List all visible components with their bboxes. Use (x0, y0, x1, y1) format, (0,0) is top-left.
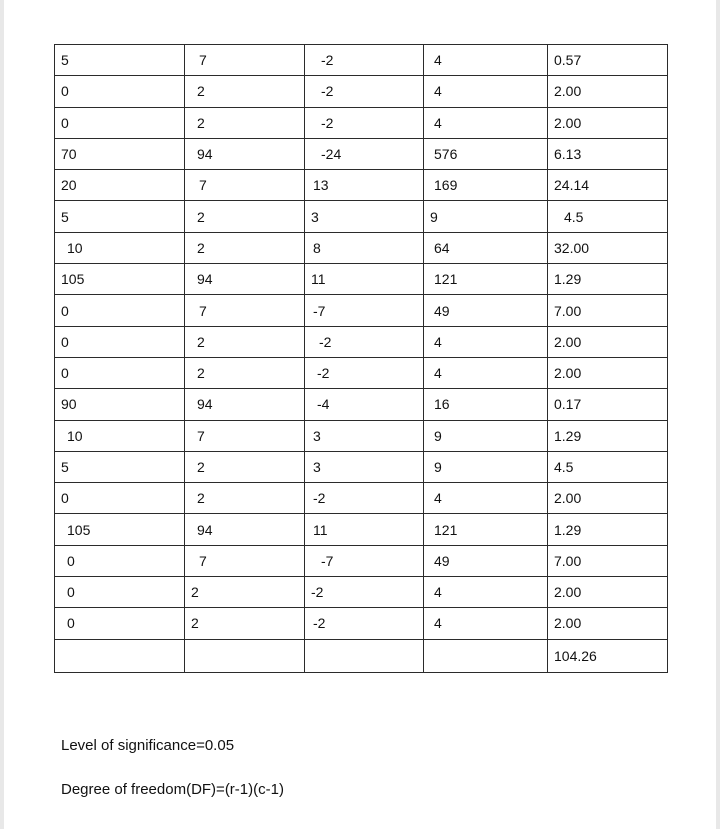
table-cell: 1.29 (548, 264, 668, 295)
table-cell: -24 (305, 138, 424, 169)
table-row (55, 608, 668, 639)
table-cell: 4 (424, 483, 548, 514)
table-cell: 24.14 (548, 170, 668, 201)
table-cell: 10 (55, 232, 185, 263)
table-cell: 121 (424, 514, 548, 545)
table-cell: 2 (185, 483, 305, 514)
table-cell: 0 (55, 608, 185, 639)
table-cell: 94 (185, 514, 305, 545)
table-cell: 3 (305, 201, 424, 232)
table-row (55, 45, 668, 76)
table-cell: 13 (305, 170, 424, 201)
table-cell: 49 (424, 295, 548, 326)
table-cell: 1.29 (548, 420, 668, 451)
table-cell: 104.26 (548, 639, 668, 672)
table-row (55, 170, 668, 201)
table-cell: 121 (424, 264, 548, 295)
table-row (55, 295, 668, 326)
table-body (55, 45, 668, 673)
table-cell: 4 (424, 326, 548, 357)
table-cell: 0 (55, 107, 185, 138)
table-cell: 94 (185, 264, 305, 295)
table-cell: 2 (185, 201, 305, 232)
table-cell: 2 (185, 577, 305, 608)
table-row (55, 76, 668, 107)
table-row (55, 639, 668, 672)
table-cell: -4 (305, 389, 424, 420)
table-cell: 5 (55, 45, 185, 76)
table-cell: 4 (424, 577, 548, 608)
table-cell: 94 (185, 389, 305, 420)
table-row (55, 138, 668, 169)
table-cell: -2 (305, 45, 424, 76)
significance-level-text: Level of significance=0.05 (61, 737, 235, 754)
table-cell: -2 (305, 608, 424, 639)
table-cell: 0 (55, 326, 185, 357)
table-cell: 2.00 (548, 357, 668, 388)
table-cell: -7 (305, 545, 424, 576)
table-cell: 11 (305, 514, 424, 545)
table-cell: 90 (55, 389, 185, 420)
table-cell: -2 (305, 577, 424, 608)
table-row (55, 357, 668, 388)
table-cell: 0 (55, 295, 185, 326)
table-cell: 4 (424, 608, 548, 639)
table-cell: 32.00 (548, 232, 668, 263)
table-cell: -2 (305, 107, 424, 138)
table-cell: 4 (424, 107, 548, 138)
table-cell: 9 (424, 451, 548, 482)
table-cell: 2 (185, 326, 305, 357)
table-cell: 3 (305, 420, 424, 451)
table-cell: 2.00 (548, 326, 668, 357)
table-cell: 0.57 (548, 45, 668, 76)
table-row (55, 577, 668, 608)
table-cell: 576 (424, 138, 548, 169)
degree-of-freedom-text: Degree of freedom(DF)=(r-1)(c-1) (61, 781, 284, 798)
table-cell: 8 (305, 232, 424, 263)
table-cell: 2.00 (548, 608, 668, 639)
table-cell: 0 (55, 357, 185, 388)
table-cell: 11 (305, 264, 424, 295)
table-cell: 94 (185, 138, 305, 169)
table-cell: 0.17 (548, 389, 668, 420)
table-cell: -7 (305, 295, 424, 326)
table-cell: 7 (185, 545, 305, 576)
table-row (55, 389, 668, 420)
table-cell (305, 639, 424, 672)
table-cell: 169 (424, 170, 548, 201)
table-cell: 49 (424, 545, 548, 576)
table-cell: 70 (55, 138, 185, 169)
table-cell: 16 (424, 389, 548, 420)
table-cell: 20 (55, 170, 185, 201)
table-cell: 4.5 (548, 201, 668, 232)
table-cell: -2 (305, 357, 424, 388)
table-cell (185, 639, 305, 672)
table-row (55, 420, 668, 451)
table-cell: 7 (185, 420, 305, 451)
table-cell: 2.00 (548, 483, 668, 514)
table-cell: 105 (55, 264, 185, 295)
table-row (55, 201, 668, 232)
table-cell: 7.00 (548, 295, 668, 326)
table-cell: 9 (424, 420, 548, 451)
table-cell: 105 (55, 514, 185, 545)
table-cell: 2 (185, 76, 305, 107)
table-cell: 1.29 (548, 514, 668, 545)
table-cell: 0 (55, 483, 185, 514)
table-cell: 5 (55, 201, 185, 232)
table-row (55, 514, 668, 545)
table-cell: 7.00 (548, 545, 668, 576)
table-cell: -2 (305, 326, 424, 357)
table-cell: 0 (55, 76, 185, 107)
table-cell: 9 (424, 201, 548, 232)
table-cell: 7 (185, 295, 305, 326)
table-cell: 0 (55, 577, 185, 608)
table-cell (424, 639, 548, 672)
table-cell: 2 (185, 357, 305, 388)
table-cell: 2 (185, 107, 305, 138)
table-cell: 10 (55, 420, 185, 451)
table-row (55, 483, 668, 514)
table-cell: 2 (185, 451, 305, 482)
table-cell: -2 (305, 76, 424, 107)
document-page (4, 0, 716, 829)
table-cell: 2 (185, 608, 305, 639)
table-row (55, 264, 668, 295)
table-cell: 4 (424, 76, 548, 107)
table-row (55, 545, 668, 576)
table-cell: 4.5 (548, 451, 668, 482)
table-cell: 2.00 (548, 76, 668, 107)
chi-square-table (54, 44, 668, 673)
table-cell: 3 (305, 451, 424, 482)
table-cell: 2.00 (548, 107, 668, 138)
table-cell (55, 639, 185, 672)
table-cell: -2 (305, 483, 424, 514)
table-row (55, 232, 668, 263)
table-cell: 64 (424, 232, 548, 263)
table-cell: 4 (424, 45, 548, 76)
table-cell: 5 (55, 451, 185, 482)
table-cell: 7 (185, 170, 305, 201)
table-row (55, 107, 668, 138)
table-cell: 2.00 (548, 577, 668, 608)
table-row (55, 451, 668, 482)
table-cell: 0 (55, 545, 185, 576)
table-cell: 2 (185, 232, 305, 263)
table-cell: 6.13 (548, 138, 668, 169)
table-cell: 7 (185, 45, 305, 76)
table-row (55, 326, 668, 357)
table-cell: 4 (424, 357, 548, 388)
